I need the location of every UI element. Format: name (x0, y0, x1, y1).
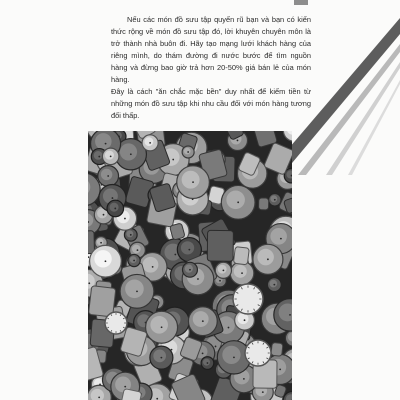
watch-face (269, 194, 282, 207)
watch-face (267, 278, 281, 292)
paragraph-2: Đây là cách "ăn chắc mặc bền" duy nhất để kiếm tiền từ những món đồ sưu tập khi nhu cầu đối với món hàng tương đối thấp. (111, 87, 311, 120)
watch-face (253, 244, 283, 274)
watch-face (128, 254, 140, 266)
watch-face (271, 342, 283, 356)
watch-face (259, 198, 269, 210)
watch-face (177, 166, 210, 199)
watch-face (182, 146, 194, 158)
paragraph-1: Nếu các món đồ sưu tập quyến rũ bạn và bạn có kiến thức rộng về món đồ sưu tập đó, lời khuyên chuyên môn là trở thành nhà buôn đi. Hãy tạo mạng lưới khách hàng của riêng mình, do thám đường đi nước bước để tìm nguồn hàng và đừng bao giờ trả hơn 20-50% giá bán lẻ của món hàng. (111, 15, 311, 84)
watch-face (142, 135, 158, 151)
watch-face (201, 357, 214, 370)
watch-face (230, 261, 254, 285)
watch-face (120, 274, 154, 308)
watch-dial (245, 340, 271, 366)
watch-face (90, 245, 122, 277)
watch-dial (105, 312, 127, 334)
watch-face (150, 346, 173, 369)
watch-face (207, 230, 233, 261)
watch-face (102, 148, 119, 165)
watch-face (215, 262, 231, 278)
watch-face (183, 262, 198, 277)
watch-pile-photo (88, 131, 292, 400)
article-text (111, 14, 311, 122)
watch-face (221, 185, 255, 219)
watch-face (233, 247, 249, 265)
watch-face (98, 166, 119, 187)
watch-dial (233, 284, 263, 314)
watch-face (188, 307, 217, 336)
watch-face (107, 200, 124, 217)
